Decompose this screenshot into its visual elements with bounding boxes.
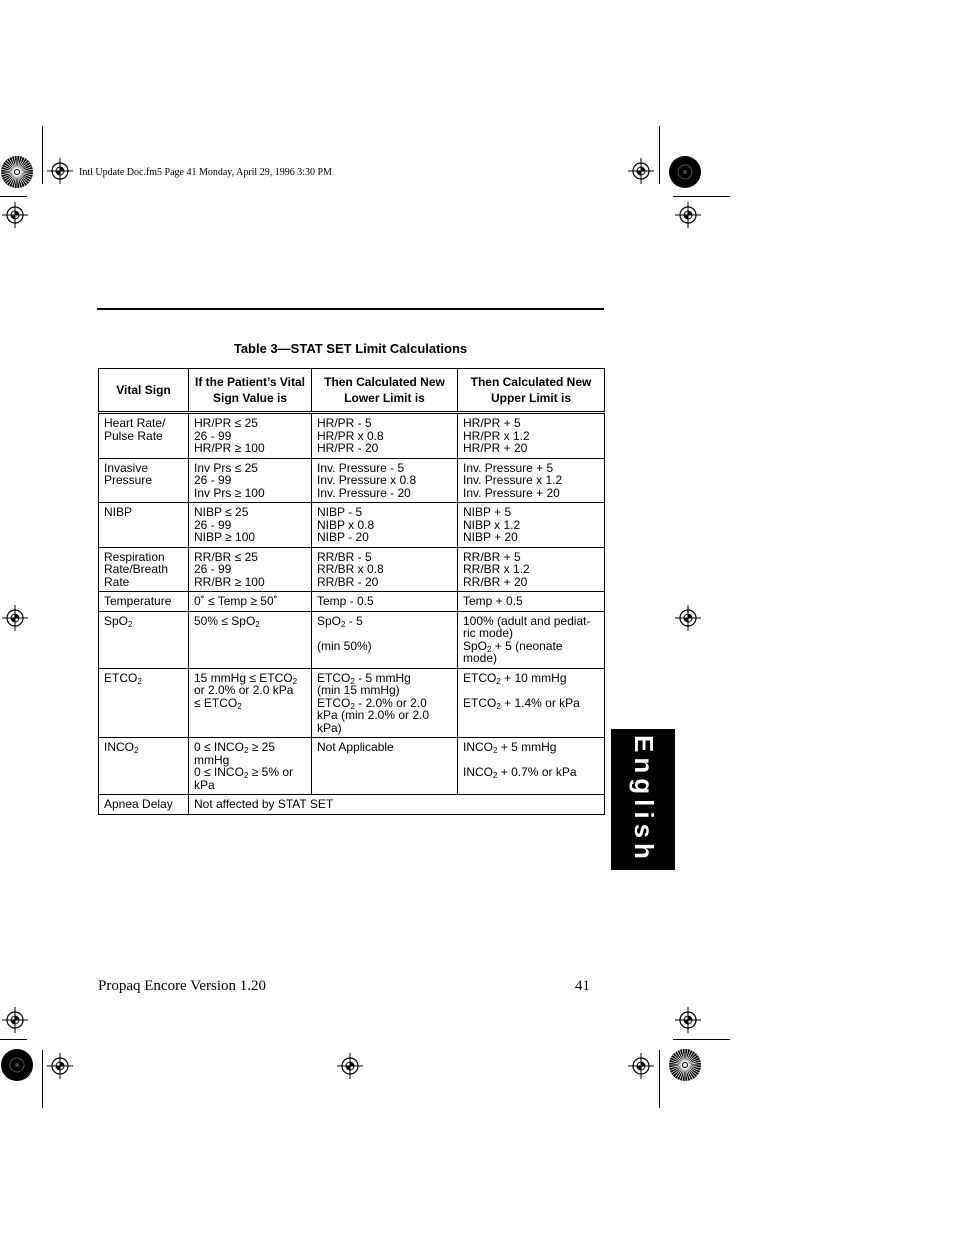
table-row	[99, 611, 605, 668]
table-row	[99, 503, 605, 548]
cell-line: Respiration	[104, 549, 165, 564]
cell-line: HR/PR + 5	[463, 416, 521, 430]
cell-line: (min 50%)	[317, 638, 372, 653]
cell-patient-value	[189, 738, 312, 795]
cell-line: Temp - 0.5	[317, 594, 374, 608]
cell-patient-value	[189, 611, 312, 668]
cell-line: NIBP - 5	[317, 505, 363, 519]
cell-line: Heart Rate/	[104, 416, 166, 430]
footer-product-version: Propaq Encore Version 1.20	[98, 978, 267, 994]
cell-line: HR/PR + 20	[463, 441, 528, 455]
cell-line: $INCO_2$	[104, 740, 139, 755]
cell-upper-limit	[458, 503, 605, 548]
cell-patient-value	[189, 458, 312, 503]
table-caption: Table 3—STAT SET Limit Calculations	[233, 341, 468, 356]
cell-line: Inv. Pressure x 1.2	[463, 473, 563, 487]
cell-line: HR/PR x 0.8	[317, 428, 384, 443]
crosshair-registration-icon	[46, 157, 74, 185]
cell-vital-sign	[99, 738, 189, 795]
crosshair-registration-icon	[1, 201, 29, 229]
cell-line: ≤ $ETCO_2$	[194, 695, 242, 711]
language-tab	[611, 729, 675, 870]
cell-vital-sign	[99, 503, 189, 548]
crop-mark	[0, 196, 27, 197]
crosshair-registration-icon	[627, 1052, 655, 1080]
cell-line: 26 - 99	[194, 562, 232, 576]
cell-line: SpO$_2$	[104, 613, 133, 629]
cell-upper-limit	[458, 592, 605, 612]
cell-line: 26 - 99	[194, 517, 232, 532]
cell-line: Inv. Pressure x 0.8	[317, 473, 417, 487]
cell-upper-limit	[458, 458, 605, 503]
cell-lower-limit	[312, 413, 458, 459]
cell-line: Temp + 0.5	[463, 594, 523, 608]
cell-line: NIBP + 5	[463, 505, 512, 519]
table-row	[99, 413, 605, 459]
cell-line: Rate/Breath	[104, 562, 169, 576]
crop-mark	[673, 196, 730, 197]
cell-line: Invasive	[104, 460, 149, 475]
cell-line: 15 mmHg ≤ $ETCO_2$	[194, 670, 298, 686]
cell-line: NIBP	[104, 505, 133, 519]
cell-line: $ETCO_2 - 5$ mmHg	[317, 670, 411, 686]
cell-line: Inv Prs ≤ 25	[194, 460, 258, 475]
cell-line: Inv. Pressure + 5	[463, 460, 554, 475]
crosshair-registration-icon	[674, 201, 702, 229]
cell-line: Pulse Rate	[104, 428, 163, 443]
crop-mark	[673, 1039, 730, 1040]
cell-line: kPa)	[317, 720, 342, 735]
file-slug: Intl Update Doc.fm5 Page 41 Monday, April 29, 1996 3:30 PM	[79, 167, 332, 178]
cell-line: NIBP x 1.2	[463, 517, 521, 532]
cell-line: Inv Prs ≥ 100	[194, 485, 265, 500]
cell-line: or 2.0% or 2.0 kPa	[194, 683, 294, 697]
cell-line: 100% (adult and pediat-	[463, 613, 591, 628]
cell-line: RR/BR + 5	[463, 549, 521, 564]
cell-upper-limit	[458, 738, 605, 795]
header-lower-limit: Then Calculated New Lower Limit is	[312, 369, 458, 413]
table-row	[99, 547, 605, 592]
cell-upper-limit	[458, 413, 605, 459]
crosshair-registration-icon	[1, 1006, 29, 1034]
stat-set-table	[98, 368, 605, 815]
cell-lower-limit	[312, 611, 458, 668]
cell-lower-limit	[312, 738, 458, 795]
cell-line: $0 \le INCO_2 \ge 5\%$ or	[194, 765, 293, 780]
cell-line: HR/PR - 20	[317, 441, 379, 455]
cell-vital-sign	[99, 413, 189, 459]
cell-upper-limit	[458, 547, 605, 592]
table-row	[99, 668, 605, 738]
cell-line: RR/BR ≤ 25	[194, 549, 258, 564]
cell-line: ric mode)	[463, 626, 514, 640]
cell-line: $INCO_2 + 0.7\%$ or kPa	[463, 765, 577, 780]
cell-line: Rate	[104, 574, 130, 589]
cell-line: kPa	[194, 777, 215, 792]
cell-vital-sign	[99, 547, 189, 592]
cell-line: Inv. Pressure + 20	[463, 485, 560, 500]
crop-mark	[42, 1050, 43, 1108]
cell-line: 50% ≤ SpO$_2$	[194, 613, 260, 629]
header-patient-value: If the Patient’s Vital Sign Value is	[189, 369, 312, 413]
table-row	[99, 458, 605, 503]
cell-line: Inv. Pressure - 5	[317, 460, 405, 475]
cell-line: NIBP - 20	[317, 530, 369, 544]
cell-lower-limit	[312, 458, 458, 503]
cell-line: RR/BR ≥ 100	[194, 574, 265, 589]
crosshair-registration-icon	[674, 1006, 702, 1034]
cell-line: RR/BR - 5	[317, 549, 372, 564]
sunburst-registration-icon	[668, 155, 702, 189]
crop-mark	[659, 1050, 660, 1108]
cell-line: $INCO_2 + 5$ mmHg	[463, 740, 557, 755]
cell-patient-value	[189, 547, 312, 592]
cell-upper-limit	[458, 668, 605, 738]
cell-line: $ETCO_2 + 1.4\%$ or kPa	[463, 695, 580, 711]
cell-patient-value	[189, 503, 312, 548]
cell-line: $ETCO_2 + 10$ mmHg	[463, 670, 567, 686]
table-row	[99, 592, 605, 612]
cell-line	[317, 627, 452, 640]
cell-vital-sign	[99, 592, 189, 612]
cell-line: HR/PR ≤ 25	[194, 416, 258, 430]
cell-line: $ETCO_2$	[104, 670, 142, 686]
cell-line: HR/PR - 5	[317, 416, 372, 430]
top-rule	[97, 308, 604, 310]
cell-line: RR/BR x 1.2	[463, 562, 530, 576]
cell-line: Pressure	[104, 473, 153, 487]
header-vital-sign: Vital Sign	[99, 369, 189, 413]
crop-mark	[0, 1039, 27, 1040]
cell-line: SpO$_2$ - 5	[317, 613, 363, 629]
cell-apnea-note: Not affected by STAT SET	[189, 795, 605, 815]
cell-line: 26 - 99	[194, 428, 232, 443]
cell-vital-sign	[99, 668, 189, 738]
cell-line: $ETCO_2 - 2.0\%$ or 2.0	[317, 695, 427, 711]
cell-vital-sign	[99, 611, 189, 668]
cell-line: HR/PR x 1.2	[463, 428, 530, 443]
cell-line: RR/BR x 0.8	[317, 562, 384, 576]
table-row	[99, 738, 605, 795]
cell-line: kPa (min 2.0% or 2.0	[317, 708, 430, 722]
cell-line: HR/PR ≥ 100	[194, 441, 265, 455]
language-tab-label: English	[628, 735, 659, 864]
cell-line: (min 15 mmHg)	[317, 683, 400, 697]
cell-patient-value	[189, 668, 312, 738]
table-header-row	[99, 369, 605, 413]
cell-line: SpO$_2$ + 5 (neonate	[463, 638, 563, 654]
cell-line: NIBP ≤ 25	[194, 505, 249, 519]
cell-lower-limit	[312, 547, 458, 592]
cell-patient-value	[189, 592, 312, 612]
cell-line: Temperature	[104, 594, 172, 608]
cell-line: NIBP ≥ 100	[194, 530, 256, 544]
sunburst-registration-icon	[0, 155, 34, 189]
cell-line: $0 \le INCO_2 \ge 25$	[194, 740, 275, 755]
cell-lower-limit	[312, 503, 458, 548]
table-row-apnea	[99, 795, 605, 815]
cell-lower-limit	[312, 668, 458, 738]
cell-line	[463, 684, 599, 697]
cell-line: 26 - 99	[194, 473, 232, 487]
cell-line: NIBP + 20	[463, 530, 518, 544]
crosshair-registration-icon	[336, 1052, 364, 1080]
cell-line: NIBP x 0.8	[317, 517, 375, 532]
cell-line: RR/BR - 20	[317, 574, 379, 589]
cell-line: Inv. Pressure - 20	[317, 485, 411, 500]
crosshair-registration-icon	[1, 604, 29, 632]
cell-line: RR/BR + 20	[463, 574, 528, 589]
cell-upper-limit	[458, 611, 605, 668]
cell-lower-limit	[312, 592, 458, 612]
cell-line: Not Applicable	[317, 740, 394, 754]
cell-vital-sign: Apnea Delay	[99, 795, 189, 815]
crosshair-registration-icon	[674, 604, 702, 632]
crop-mark	[659, 126, 660, 184]
cell-line: mode)	[463, 651, 498, 665]
page-number: 41	[575, 978, 590, 994]
crosshair-registration-icon	[46, 1052, 74, 1080]
cell-line: mmHg	[194, 752, 230, 767]
crosshair-registration-icon	[627, 157, 655, 185]
header-upper-limit: Then Calculated New Upper Limit is	[458, 369, 605, 413]
sunburst-registration-icon	[0, 1048, 34, 1082]
cell-vital-sign	[99, 458, 189, 503]
sunburst-registration-icon	[668, 1048, 702, 1082]
crop-mark	[42, 126, 43, 184]
cell-patient-value	[189, 413, 312, 459]
cell-line: 0˚ ≤ Temp ≥ 50˚	[194, 594, 278, 608]
